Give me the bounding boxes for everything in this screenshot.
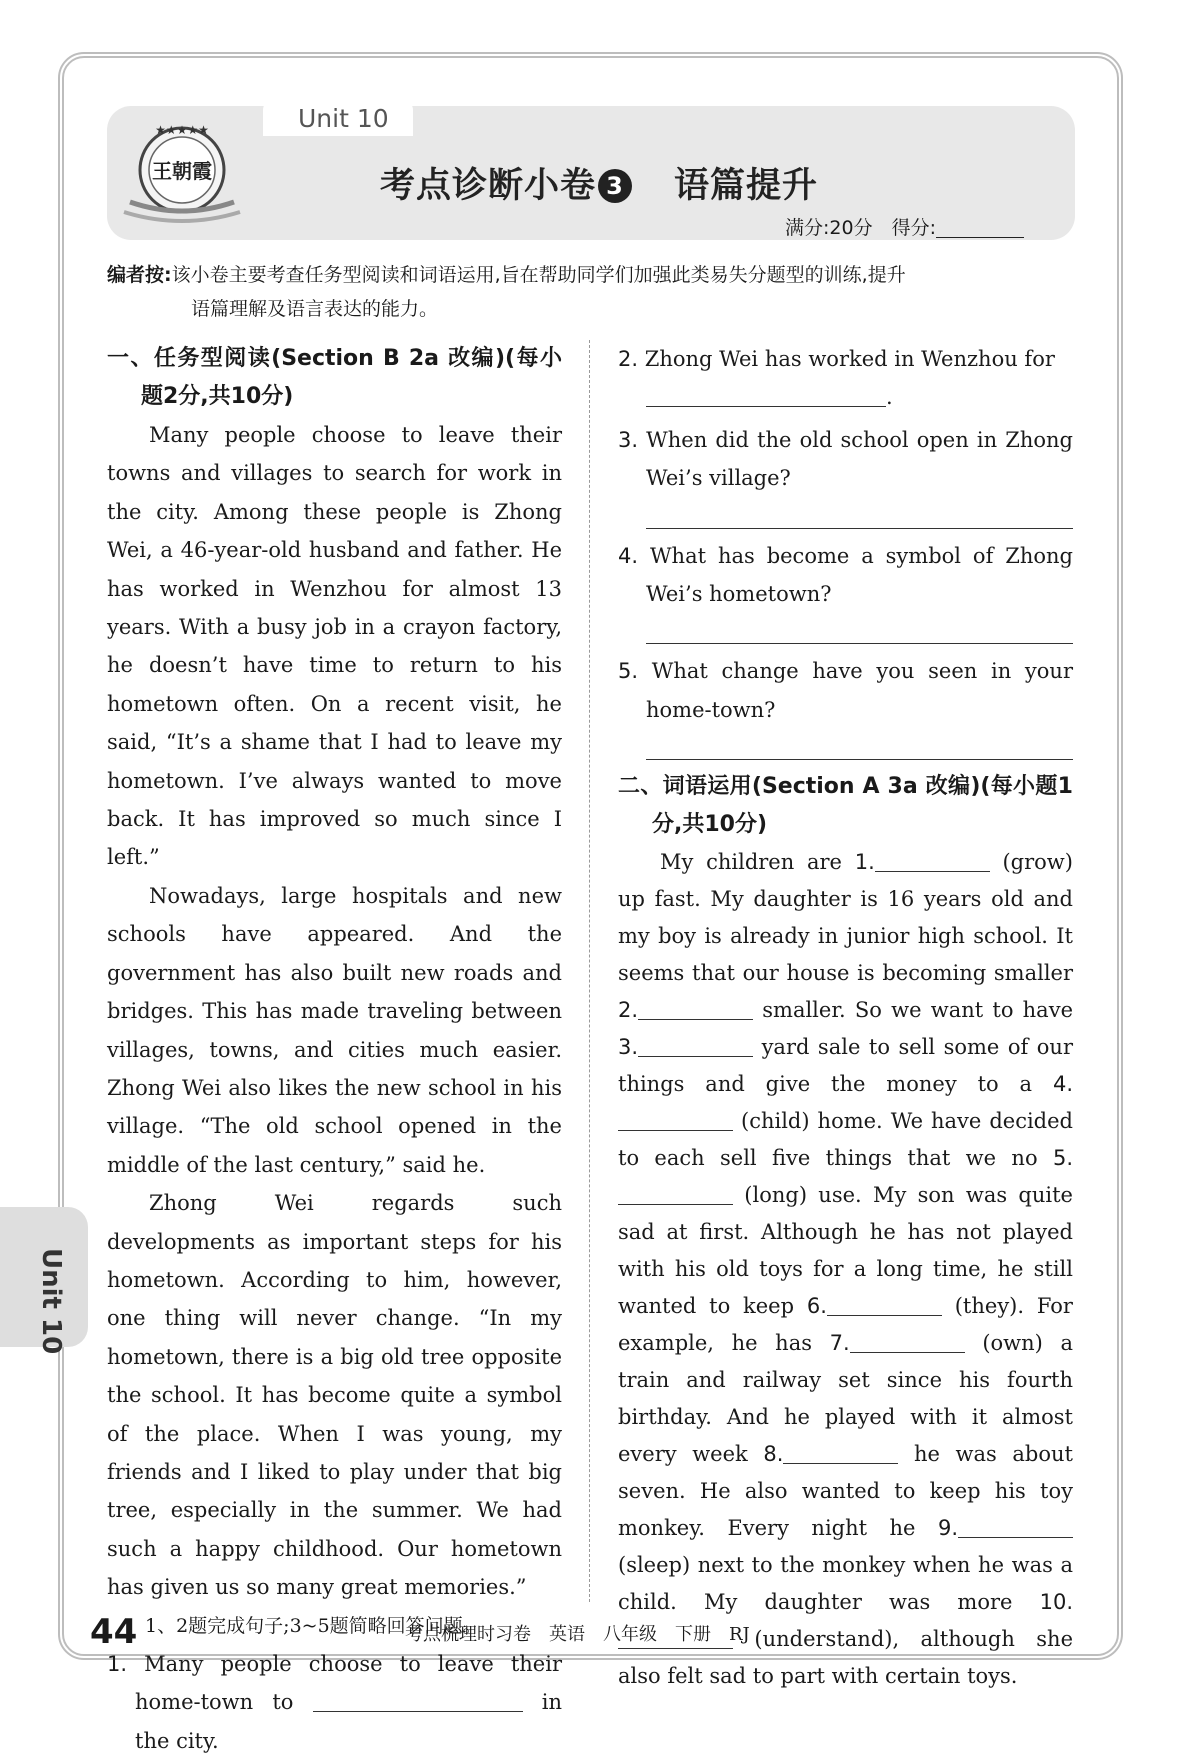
score-blank	[936, 219, 1024, 238]
score-line	[785, 213, 1024, 240]
title-number: 3	[598, 169, 632, 203]
section1-heading: 一、任务型阅读(Section B 2a 改编)(每小题2分,共10分)	[107, 346, 562, 409]
editor-note-line2: 语篇理解及语言表达的能力。	[191, 298, 439, 320]
score-label: 满分:20分 得分:	[785, 217, 936, 239]
svg-text:★★★★★: ★★★★★	[155, 123, 209, 137]
cloze-blank-9[interactable]	[958, 1517, 1073, 1538]
question-3: 3. When did the old school open in Zhong Wei’s village?	[618, 427, 1073, 491]
answer-line-q3[interactable]	[646, 498, 1073, 529]
title-main: 考点诊断小卷	[380, 166, 597, 206]
editor-note	[107, 258, 1075, 326]
page-number: 44	[90, 1612, 138, 1652]
cloze-passage: My children are 1. (grow) up fast. My daughter is 16 years old and my boy is already in junior high school. It seems that our house is becoming smaller 2. smaller. So we want to have 3. yard sale to sell some of our things and give the money to a 4. (child) home. We have decided to each sell five things that we no 5. (long) use. My son was quite sad at first. Although he has not played with his old toys for a long time, he still wanted to keep 6. (they). For example, he has 7. (own) a train and railway set since his fourth birthday. And he played with it almost every week 8. he was about seven. He also wanted to keep his toy monkey. Every night he 9. (sleep) next to the monkey when he was a child. My daughter was more 10. (understand), although she also felt sad to part with certain toys.	[618, 850, 1074, 1689]
editor-note-label: 编者按:	[107, 264, 172, 286]
question-2: 2. Zhong Wei has worked in Wenzhou for .	[618, 347, 1055, 410]
publisher-logo	[120, 120, 244, 230]
left-column	[107, 340, 562, 1760]
unit-side-label: Unit 10	[36, 1248, 66, 1355]
unit-label: Unit 10	[298, 104, 389, 133]
passage-paragraph: Nowadays, large hospitals and new schools have appeared. And the government has also built new roads and bridges. This has made traveling between villages, towns, and cities much easier. Zhong Wei also likes the new school in his village. “The old school opened in the middle of the last century,” said he.	[107, 883, 562, 1177]
cloze-blank-5[interactable]	[618, 1184, 733, 1205]
question-4: 4. What has become a symbol of Zhong Wei’s hometown?	[618, 543, 1073, 607]
question-1: 1. Many people choose to leave their home-town to in the city.	[107, 1652, 562, 1753]
answer-blank-q1[interactable]	[313, 1691, 523, 1712]
cloze-blank-7[interactable]	[850, 1332, 965, 1353]
title-sub: 语篇提升	[674, 166, 819, 206]
passage-paragraph: Zhong Wei regards such developments as important steps for his hometown. According to him, however, one thing will never change. “In my hometown, there is a big old tree opposite the school. It has become quite a symbol of the place. When I was young, my friends and I liked to play under that big tree, especially in the summer. We had such a happy childhood. Our hometown has given us so many great memories.”	[107, 1191, 562, 1600]
cloze-blank-2[interactable]	[638, 999, 753, 1020]
editor-note-line1: 该小卷主要考查任务型阅读和词语运用,旨在帮助同学们加强此类易失分题型的训练,提升	[171, 264, 906, 286]
answer-blank-q2[interactable]	[646, 386, 886, 407]
answer-line-q5[interactable]	[646, 729, 1073, 760]
book-info: 考点梳理时习卷 英语 八年级 下册 RJ	[405, 1624, 750, 1645]
passage-paragraph: Many people choose to leave their towns and villages to search for work in the city. Among these people is Zhong Wei, a 46-year-old husband and father. He has worked in Wenzhou for almost 13 years. With a busy job in a crayon factory, he doesn’t have time to return to his hometown often. On a recent visit, he said, “It’s a shame that I had to leave my hometown. I’ve always wanted to move back. It has improved so much since I left.”	[107, 423, 562, 870]
right-column	[618, 340, 1073, 1695]
page-title	[380, 158, 818, 208]
cloze-blank-1[interactable]	[875, 851, 990, 872]
cloze-blank-4[interactable]	[618, 1110, 733, 1131]
instruction: 1、2题完成句子;3~5题简略回答问题。	[145, 1614, 482, 1637]
svg-text:王朝霞: 王朝霞	[152, 159, 212, 183]
cloze-blank-8[interactable]	[783, 1443, 898, 1464]
section2-heading: 二、词语运用(Section A 3a 改编)(每小题1分,共10分)	[618, 774, 1073, 838]
column-divider	[589, 340, 590, 1602]
question-5: 5. What change have you seen in your home-town?	[618, 659, 1073, 722]
answer-line-q4[interactable]	[646, 613, 1073, 644]
cloze-blank-3[interactable]	[638, 1036, 753, 1057]
cloze-blank-6[interactable]	[827, 1295, 942, 1316]
